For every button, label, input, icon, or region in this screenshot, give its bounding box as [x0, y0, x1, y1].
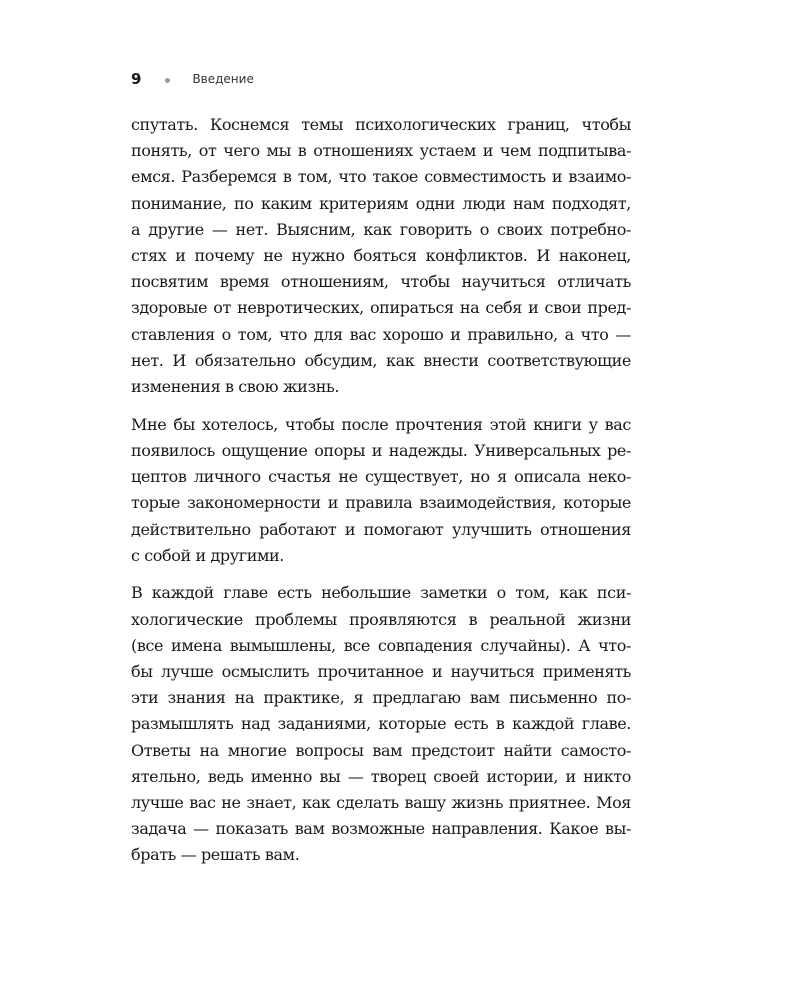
text-line: (все имена вымышлены, все совпадения случайны). А что-: [131, 635, 631, 655]
text-line: емся. Разберемся в том, что такое совместимость и взаимо-: [131, 167, 631, 187]
text-line: спутать. Коснемся темы психологических границ, чтобы: [131, 115, 631, 134]
running-head: [131, 70, 254, 88]
text-line: брать — решать вам.: [131, 845, 300, 865]
text-line: торые закономерности и правила взаимодействия, которые: [131, 493, 631, 513]
text-line: Ответы на многие вопросы вам предстоит найти самосто-: [131, 740, 631, 760]
section-title: Введение: [192, 72, 254, 86]
text-line: здоровые от невротических, опираться на себя и свои пред-: [131, 298, 631, 318]
text-line: задача — показать вам возможные направления. Какое вы-: [131, 819, 631, 839]
text-line: понимание, по каким критериям одни люди нам подходят,: [131, 193, 631, 213]
text-line: бы лучше осмыслить прочитанное и научиться применять: [131, 662, 631, 682]
page-number: 9: [131, 70, 142, 88]
text-line: ставления о том, что для вас хорошо и правильно, а что —: [131, 324, 631, 344]
text-line: появилось ощущение опоры и надежды. Универсальных ре-: [131, 440, 631, 460]
text-line: понять, от чего мы в отношениях устаем и чем подпитыва-: [131, 141, 631, 161]
text-line: стях и почему не нужно бояться конфликтов. И наконец,: [131, 246, 631, 266]
text-line: посвятим время отношениям, чтобы научиться отличать: [131, 272, 631, 292]
text-line: с собой и другими.: [131, 545, 284, 565]
text-line: ятельно, ведь именно вы — творец своей истории, и никто: [131, 766, 631, 786]
text-line: В каждой главе есть небольшие заметки о том, как пси-: [131, 583, 631, 603]
text-line: цептов личного счастья не существует, но я описала неко-: [131, 467, 631, 487]
text-line: хологические проблемы проявляются в реальной жизни: [131, 609, 631, 629]
paragraph: [131, 112, 631, 400]
text-line: действительно работают и помогают улучшить отношения: [131, 519, 631, 539]
bullet-separator-icon: [165, 78, 170, 83]
body-text: [131, 112, 631, 880]
text-line: эти знания на практике, я предлагаю вам письменно по-: [131, 688, 631, 708]
paragraph: [131, 580, 631, 868]
text-line: лучше вас не знает, как сделать вашу жизнь приятнее. Моя: [131, 793, 631, 813]
text-line: нет. И обязательно обсудим, как внести соответствующие: [131, 350, 631, 370]
text-line: изменения в свою жизнь.: [131, 377, 340, 397]
text-line: размышлять над заданиями, которые есть в каждой главе.: [131, 714, 631, 734]
paragraph: [131, 412, 631, 569]
text-line: а другие — нет. Выясним, как говорить о своих потребно-: [131, 219, 631, 239]
text-line: Мне бы хотелось, чтобы после прочтения этой книги у вас: [131, 414, 631, 434]
